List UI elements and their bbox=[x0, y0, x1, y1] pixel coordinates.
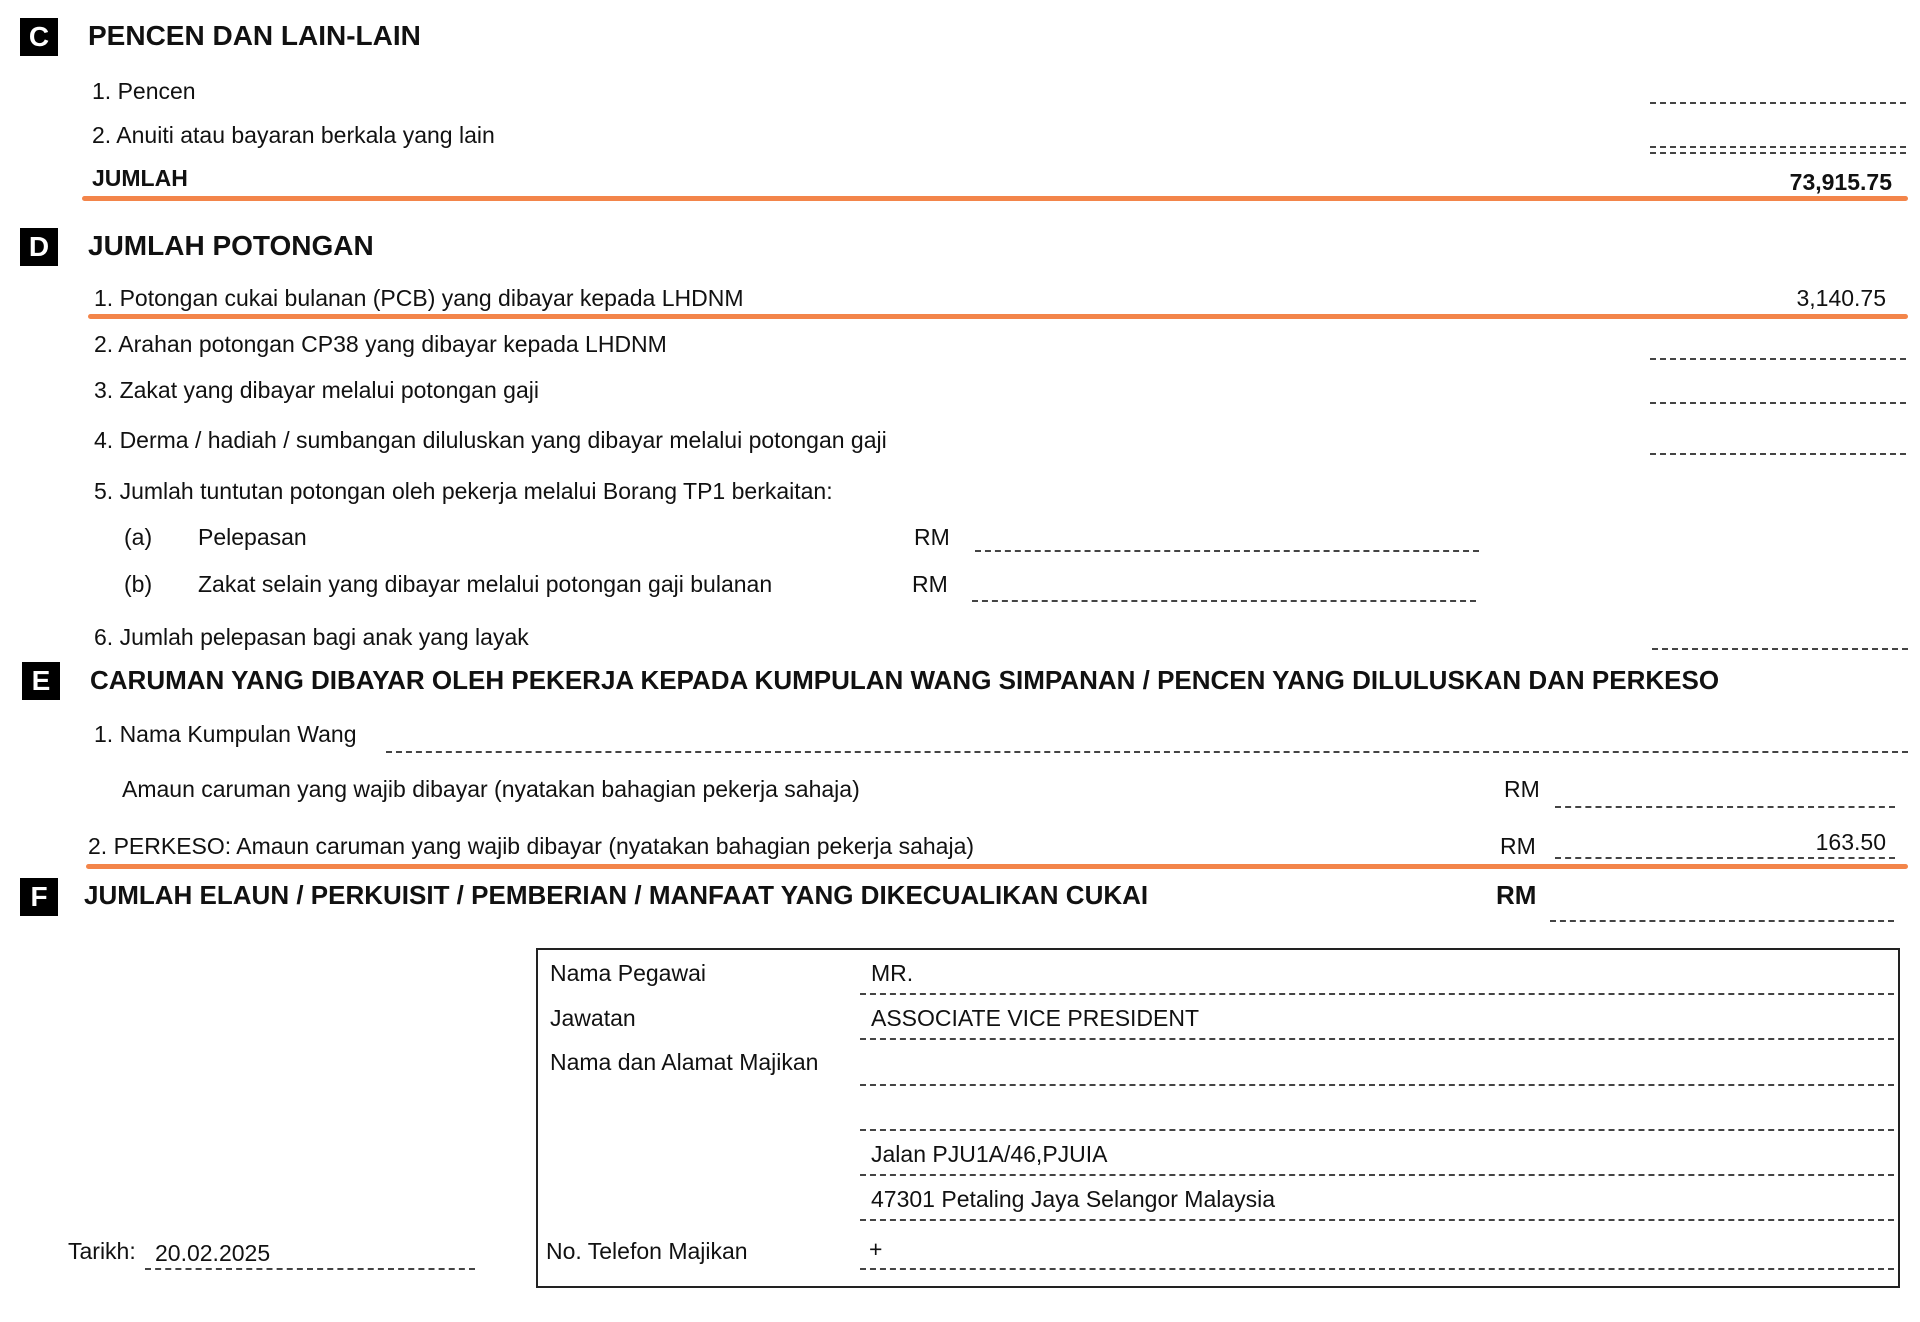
total-highlight-line bbox=[82, 196, 1908, 201]
zakat-field[interactable] bbox=[1650, 402, 1906, 404]
section-e-sub-currency: RM bbox=[1504, 776, 1540, 802]
date-label: Tarikh: bbox=[68, 1238, 136, 1264]
pelepasan-field[interactable] bbox=[975, 550, 1479, 552]
anuiti-field-underline bbox=[1650, 152, 1906, 154]
address-line-2-rule bbox=[860, 1219, 1894, 1221]
section-d-badge: D bbox=[20, 228, 58, 266]
phone-label: No. Telefon Majikan bbox=[546, 1238, 748, 1264]
section-f-title: JUMLAH ELAUN / PERKUISIT / PEMBERIAN / MANFAAT YANG DIKECUALIKAN CUKAI bbox=[84, 880, 1149, 910]
section-e-item-2-currency: RM bbox=[1500, 833, 1536, 859]
section-e-item-2: 2. PERKESO: Amaun caruman yang wajib dibayar (nyatakan bahagian pekerja sahaja) bbox=[88, 833, 975, 859]
date-value[interactable]: 20.02.2025 bbox=[155, 1240, 271, 1266]
date-line bbox=[145, 1268, 475, 1270]
sub-a-marker: (a) bbox=[124, 524, 153, 550]
officer-name-line bbox=[860, 993, 1894, 995]
section-d-item-1: 1. Potongan cukai bulanan (PCB) yang dibayar kepada LHDNM bbox=[94, 285, 744, 311]
amaun-caruman-field[interactable] bbox=[1555, 806, 1895, 808]
section-c-item-2: 2. Anuiti atau bayaran berkala yang lain bbox=[92, 122, 495, 148]
sub-a-label: Pelepasan bbox=[198, 524, 307, 550]
section-d-item-2: 2. Arahan potongan CP38 yang dibayar kepada LHDNM bbox=[94, 331, 667, 357]
section-e-item-1: 1. Nama Kumpulan Wang bbox=[94, 721, 357, 747]
section-c-badge: C bbox=[20, 18, 58, 56]
section-d-item-3: 3. Zakat yang dibayar melalui potongan gaji bbox=[94, 377, 539, 403]
section-e-item-1-sub: Amaun caruman yang wajib dibayar (nyatakan bahagian pekerja sahaja) bbox=[122, 776, 860, 802]
address-line-1[interactable]: Jalan PJU1A/46,PJUIA bbox=[871, 1141, 1108, 1167]
perkeso-highlight-line bbox=[86, 864, 1908, 869]
officer-position-value[interactable]: ASSOCIATE VICE PRESIDENT bbox=[871, 1005, 1200, 1031]
section-d-item-6: 6. Jumlah pelepasan bagi anak yang layak bbox=[94, 624, 529, 650]
employer-label: Nama dan Alamat Majikan bbox=[550, 1049, 819, 1075]
officer-details-box bbox=[536, 948, 1900, 1288]
section-c-item-1: 1. Pencen bbox=[92, 78, 196, 104]
sub-a-currency: RM bbox=[914, 524, 950, 550]
cp38-field[interactable] bbox=[1650, 358, 1906, 360]
employer-line-1[interactable] bbox=[860, 1084, 1894, 1086]
pencen-field[interactable] bbox=[1650, 102, 1906, 104]
section-d-title: JUMLAH POTONGAN bbox=[88, 230, 374, 261]
sub-b-label: Zakat selain yang dibayar melalui potongan gaji bulanan bbox=[198, 571, 773, 597]
derma-field[interactable] bbox=[1650, 453, 1906, 455]
phone-value[interactable]: + bbox=[869, 1236, 883, 1262]
anuiti-field[interactable] bbox=[1650, 146, 1906, 148]
section-e-title: CARUMAN YANG DIBAYAR OLEH PEKERJA KEPADA KUMPULAN WANG SIMPANAN / PENCEN YANG DILULUSKAN DAN PERKESO bbox=[90, 665, 1720, 695]
section-c-total-label: JUMLAH bbox=[92, 165, 188, 191]
section-d-item-5: 5. Jumlah tuntutan potongan oleh pekerja melalui Borang TP1 berkaitan: bbox=[94, 478, 833, 504]
pcb-value[interactable]: 3,140.75 bbox=[1796, 285, 1886, 311]
employer-line-2[interactable] bbox=[860, 1129, 1894, 1131]
pcb-highlight-line bbox=[88, 314, 1908, 319]
officer-name-value[interactable]: MR. bbox=[871, 960, 914, 986]
anak-field[interactable] bbox=[1652, 648, 1908, 650]
address-line-2[interactable]: 47301 Petaling Jaya Selangor Malaysia bbox=[871, 1186, 1276, 1212]
sub-b-marker: (b) bbox=[124, 571, 153, 597]
section-e-badge: E bbox=[22, 662, 60, 700]
zakat-lain-field[interactable] bbox=[972, 600, 1476, 602]
address-line-1-rule bbox=[860, 1174, 1894, 1176]
perkeso-field bbox=[1555, 857, 1895, 859]
section-c-total-value: 73,915.75 bbox=[1789, 169, 1892, 195]
officer-name-label: Nama Pegawai bbox=[550, 960, 706, 986]
officer-position-line bbox=[860, 1038, 1894, 1040]
section-f-currency: RM bbox=[1496, 880, 1537, 910]
elaun-field[interactable] bbox=[1550, 920, 1894, 922]
officer-position-label: Jawatan bbox=[550, 1005, 636, 1031]
section-c-title: PENCEN DAN LAIN-LAIN bbox=[88, 20, 421, 51]
nama-kumpulan-wang-field[interactable] bbox=[386, 751, 1908, 753]
section-d-item-4: 4. Derma / hadiah / sumbangan diluluskan yang dibayar melalui potongan gaji bbox=[94, 427, 887, 453]
perkeso-value[interactable]: 163.50 bbox=[1815, 829, 1886, 855]
sub-b-currency: RM bbox=[912, 571, 948, 597]
phone-line bbox=[860, 1268, 1894, 1270]
section-f-badge: F bbox=[20, 878, 58, 916]
